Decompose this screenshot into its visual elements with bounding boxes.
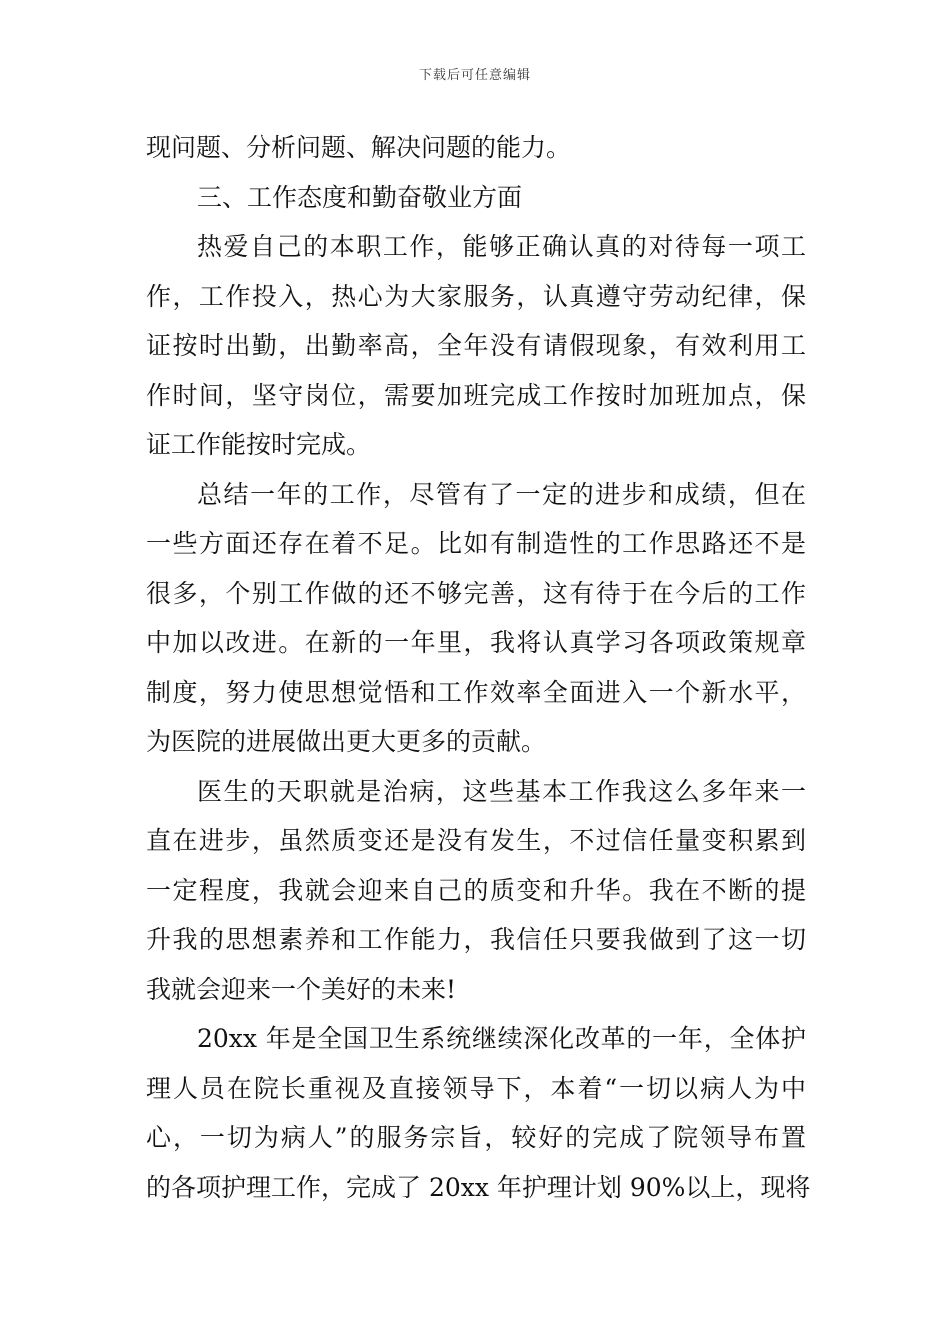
text-line: 制度，努力使思想觉悟和工作效率全面进入一个新水平， [146,677,806,707]
text-line: 一些方面还存在着不足。比如有制造性的工作思路还不是 [146,529,806,558]
text-line: 现问题、分析问题、解决问题的能力。 [146,133,572,162]
text-line: 总结一年的工作，尽管有了一定的进步和成绩，但在 [197,479,806,509]
text-line: 很多，个别工作做的还不够完善，这有待于在今后的工作 [146,578,806,608]
text-line: 热爱自己的本职工作，能够正确认真的对待每一项工 [197,232,806,261]
text-line: 作，工作投入，热心为大家服务，认真遵守劳动纪律，保 [146,281,806,311]
text-line: 为医院的进展做出更大更多的贡献。 [146,727,547,756]
text-line: 理人员在院长重视及直接领导下，本着“一切以病人为中 [146,1073,806,1103]
text-line: 我就会迎来一个美好的未来! [146,974,457,1004]
text-line: 三、工作态度和勤奋敬业方面 [197,182,523,212]
document-body [146,123,811,1212]
text-line: 证工作能按时完成。 [146,430,372,459]
text-line: 一定程度，我就会迎来自己的质变和升华。我在不断的提 [146,875,806,905]
text-line: 20xx 年是全国卫生系统继续深化改革的一年，全体护 [197,1024,806,1053]
text-line: 升我的思想素养和工作能力，我信任只要我做到了这一切 [146,925,806,954]
text-line: 医生的天职就是治病，这些基本工作我这么多年来一 [197,776,806,806]
text-line: 直在进步，虽然质变还是没有发生，不过信任量变积累到 [146,826,806,855]
text-line: 心，一切为病人”的服务宗旨，较好的完成了院领导布置 [146,1123,806,1152]
text-line: 中加以改进。在新的一年里，我将认真学习各项政策规章 [146,628,806,657]
text-line: 的各项护理工作，完成了 20xx 年护理计划 90%以上，现将 [146,1172,811,1202]
text-line: 作时间，坚守岗位，需要加班完成工作按时加班加点，保 [146,380,806,410]
page-header-note: 下载后可任意编辑 [418,68,531,83]
text-line: 证按时出勤，出勤率高，全年没有请假现象，有效利用工 [146,331,806,360]
